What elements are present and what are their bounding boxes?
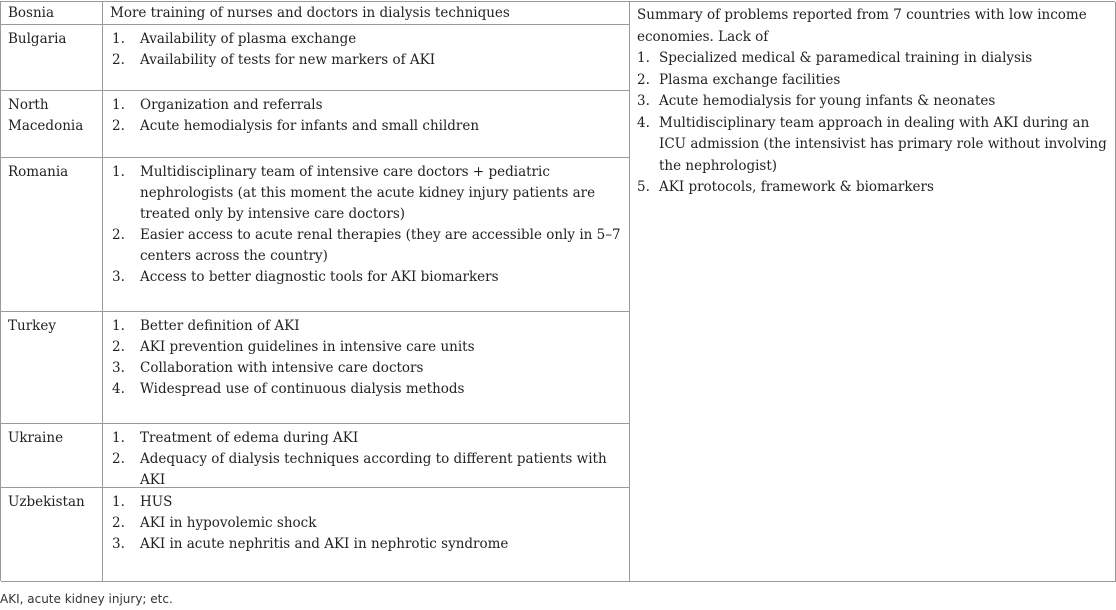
summary-item: 3. Acute hemodialysis for young infants & neonates xyxy=(637,93,996,109)
list-item: 2. Adequacy of dialysis techniques according to different patients with AKI xyxy=(112,451,607,488)
summary-item: 1. Specialized medical & paramedical training in dialysis xyxy=(637,50,1033,66)
summary-item: 2. Plasma exchange facilities xyxy=(637,71,841,88)
country-cell-uzbekistan: Uzbekistan xyxy=(1,488,103,582)
country-cell-romania: Romania xyxy=(1,158,103,312)
problem-cell-bosnia: More training of nurses and doctors in dialysis techniques xyxy=(103,2,630,25)
summary-cell xyxy=(630,2,1116,582)
country-cell-turkey: Turkey xyxy=(1,312,103,424)
problem-cell-uzbekistan xyxy=(103,488,630,582)
problem-cell-romania xyxy=(103,158,630,312)
list-item: 1. HUS xyxy=(112,494,173,510)
list-item: 1. Multidisciplinary team of intensive care doctors + pediatric nephrologists (at this moment the acute kidney injury patients are treated only by intensive care doctors) xyxy=(112,164,596,222)
list-item: 2. AKI in hypovolemic shock xyxy=(112,515,317,531)
list-item: 2. Easier access to acute renal therapies (they are accessible only in 5–7 centers across the country) xyxy=(112,227,621,264)
problems-table xyxy=(0,1,1115,581)
country-cell-ukraine: Ukraine xyxy=(1,424,103,488)
summary-item: 5. AKI protocols, framework & biomarkers xyxy=(637,179,934,195)
list-item: 4. Widespread use of continuous dialysis methods xyxy=(112,381,465,397)
summary-intro: Summary of problems reported from 7 countries with low income economies. Lack of xyxy=(637,7,1087,45)
summary-item: 4. Multidisciplinary team approach in dealing with AKI during an ICU admission (the intensivist has primary role without involving the nephrologist) xyxy=(637,114,1107,174)
country-cell-bosnia: Bosnia xyxy=(1,2,103,25)
summary-list xyxy=(637,48,1107,199)
table-footnote: AKI, acute kidney injury; etc. xyxy=(0,592,173,606)
list-item: 2. Availability of tests for new markers of AKI xyxy=(112,52,436,68)
list-item: 1. Better definition of AKI xyxy=(112,318,300,334)
list-item: 3. AKI in acute nephritis and AKI in nephrotic syndrome xyxy=(112,536,509,552)
problem-cell-bulgaria xyxy=(103,25,630,91)
problem-cell-ukraine xyxy=(103,424,630,488)
list-item: 1. Availability of plasma exchange xyxy=(112,31,357,47)
country-cell-bulgaria: Bulgaria xyxy=(1,25,103,91)
list-item: 2. Acute hemodialysis for infants and small children xyxy=(112,118,480,134)
list-item: 3. Collaboration with intensive care doctors xyxy=(112,360,424,376)
problem-cell-turkey xyxy=(103,312,630,424)
country-cell-north-macedonia: North Macedonia xyxy=(1,91,103,158)
list-item: 3. Access to better diagnostic tools for AKI biomarkers xyxy=(112,269,499,285)
list-item: 1. Organization and referrals xyxy=(112,97,323,113)
problem-cell-north-macedonia xyxy=(103,91,630,158)
list-item: 1. Treatment of edema during AKI xyxy=(112,430,359,446)
list-item: 2. AKI prevention guidelines in intensive care units xyxy=(112,339,475,355)
